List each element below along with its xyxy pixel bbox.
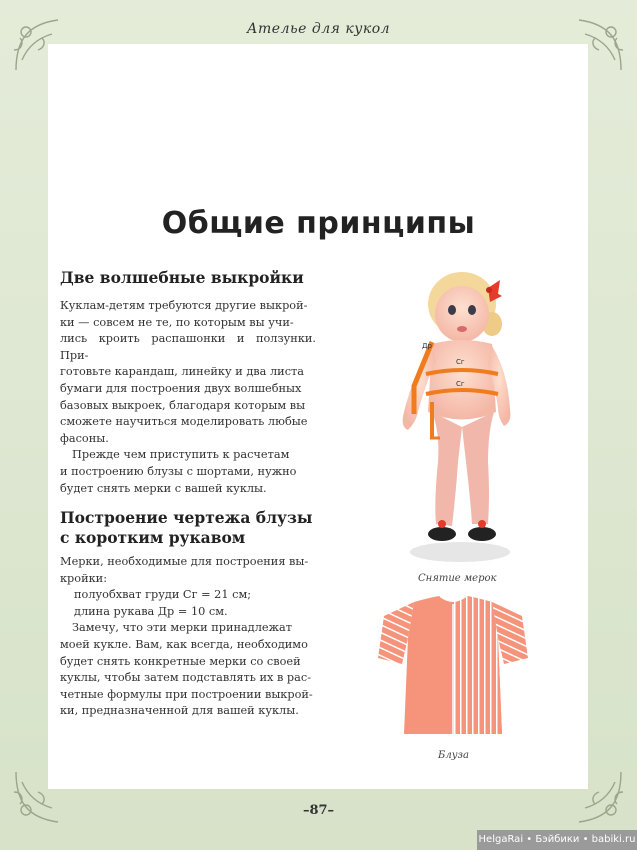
text-line: четные формулы при построении выкрой- <box>60 687 313 701</box>
text-line: лись кроить распашонки и ползунки. При- <box>60 332 316 362</box>
label-dr: Др <box>422 342 432 350</box>
doll-caption: Снятие мерок <box>418 573 497 584</box>
section-heading-magic-patterns: Две волшебные выкройки <box>60 268 304 287</box>
text-line: будет снять конкретные мерки со своей <box>60 654 301 668</box>
header-title: Ателье для кукол <box>246 21 391 37</box>
text-line: Прежде чем приступить к расчетам <box>72 448 290 462</box>
section2-paragraph <box>60 554 316 720</box>
doll-illustration <box>370 262 530 567</box>
blouse-illustration <box>378 594 528 742</box>
text-line: ки, предназначенной для вашей куклы. <box>60 704 299 718</box>
measure-chest: полуобхват груди Сг = 21 см; <box>74 588 252 602</box>
running-header <box>0 10 637 40</box>
heading-line: Построение чертежа блузы <box>60 508 313 527</box>
text-line: моей кукле. Вам, как всегда, необходимо <box>60 637 308 651</box>
text-line: сможете научиться моделировать любые <box>60 415 308 429</box>
text-line: куклы, чтобы затем подставлять их в рас- <box>60 671 312 685</box>
blouse-caption: Блуза <box>438 750 469 761</box>
text-line: Замечу, что эти мерки принадлежат <box>72 621 292 635</box>
section-heading-blouse-pattern <box>60 508 312 548</box>
text-line: кройки: <box>60 571 108 585</box>
text-line: Мерки, необходимые для построения вы- <box>60 555 309 568</box>
label-sg: Сг <box>456 358 465 366</box>
text-line: ки — совсем не те, по которым вы учи- <box>60 315 294 329</box>
page-title: Общие принципы <box>161 206 476 241</box>
text-line: фасоны. <box>60 431 109 445</box>
text-line: Куклам-детям требуются другие выкрой- <box>60 299 308 312</box>
text-line: готовьте карандаш, линейку и два листа <box>60 365 305 379</box>
page-number: –87– <box>302 803 335 818</box>
label-sg-lower: Сг <box>456 380 465 388</box>
text-line: базовых выкроек, благодаря которым вы <box>60 398 306 412</box>
measure-sleeve: длина рукава Др = 10 см. <box>74 604 228 618</box>
heading-line: с коротким рукавом <box>60 528 246 547</box>
section1-paragraph <box>60 298 316 497</box>
text-line: и построению блузы с шортами, нужно <box>60 464 297 478</box>
watermark: HelgaRai • Бэйбики • babiki.ru <box>477 830 637 850</box>
text-line: будет снять мерки с вашей куклы. <box>60 481 267 495</box>
text-line: бумаги для построения двух волшебных <box>60 381 302 395</box>
